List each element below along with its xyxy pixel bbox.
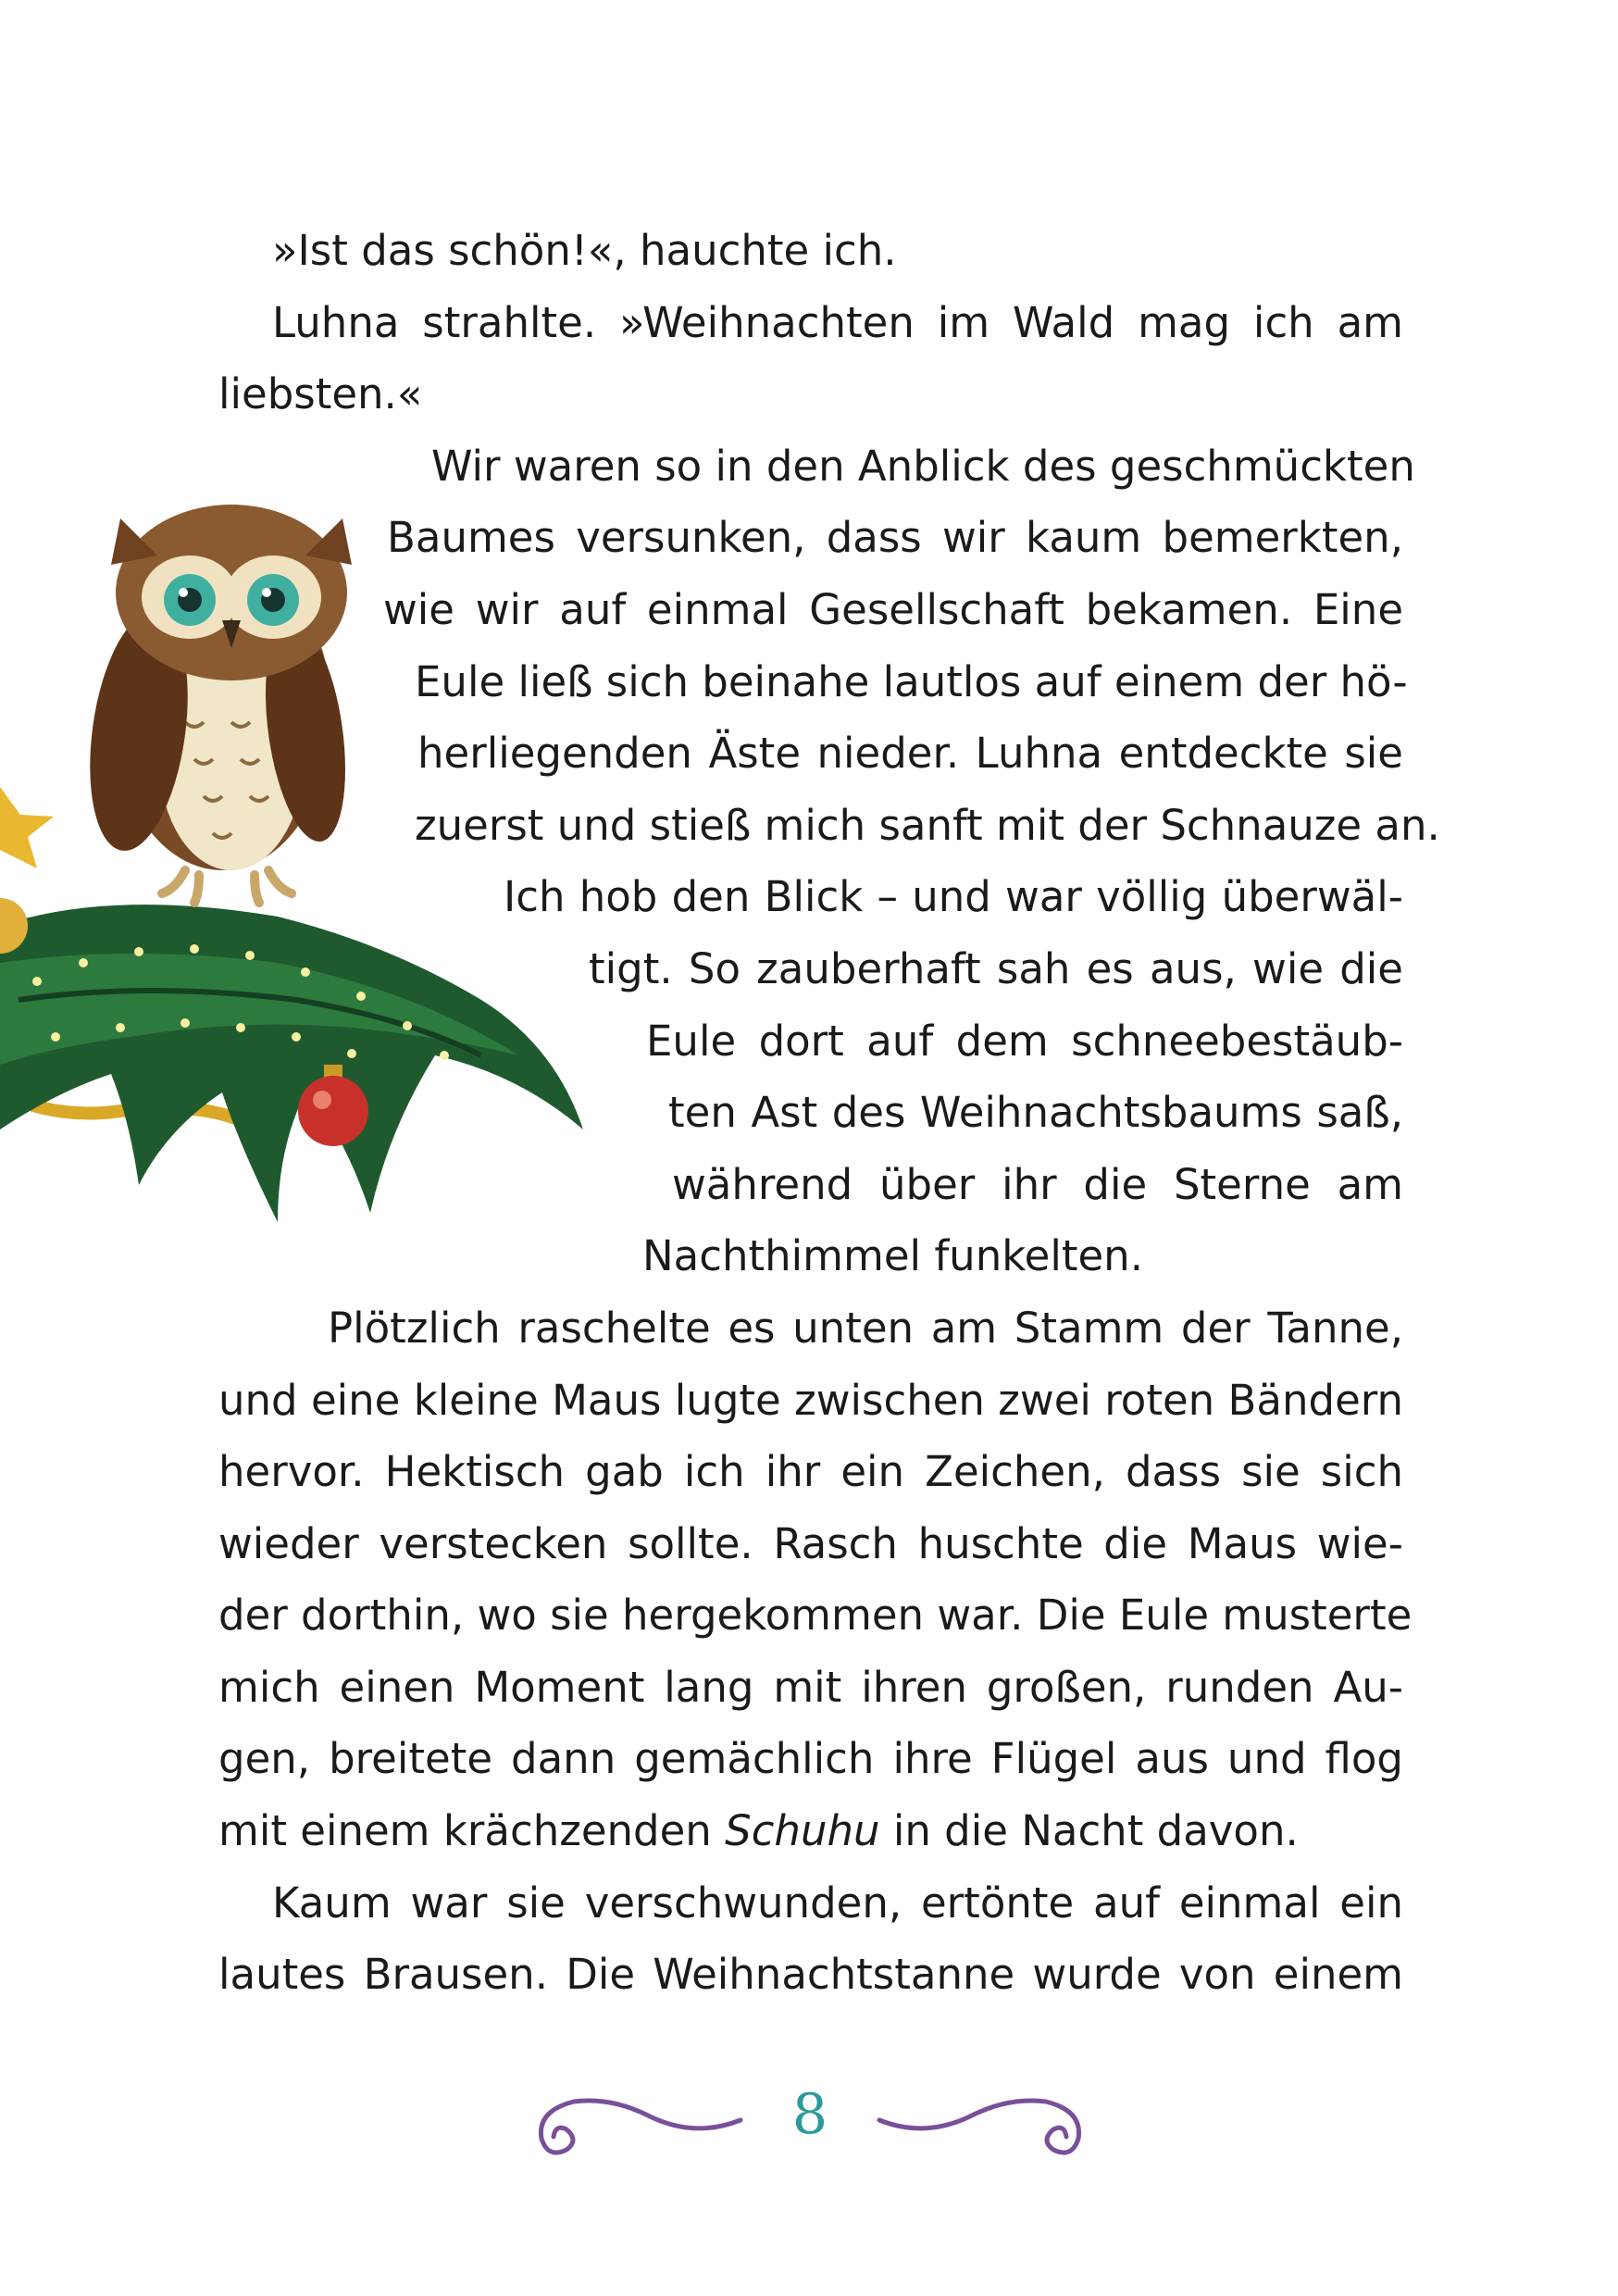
text-line: Baumes versunken, dass wir kaum bemerkten, [387, 513, 1403, 563]
text-line: und eine kleine Maus lugte zwischen zwei roten Bändern [218, 1375, 1403, 1425]
text-line-with-italic [218, 1795, 1403, 1867]
text-line: während über ihr die Sterne am [672, 1159, 1403, 1209]
text-line: wie wir auf einmal Gesellschaft bekamen. Eine [383, 584, 1403, 634]
text-line: Luhna strahlte. »Weihnachten im Wald mag ich am [272, 297, 1403, 347]
text-line: Eule dort auf dem schneebestäub- [646, 1016, 1403, 1066]
text-line: tigt. So zauberhaft sah es aus, wie die [589, 943, 1403, 993]
text-line: ten Ast des Weihnachtsbaums saß, [668, 1088, 1403, 1138]
text-line: liebsten.« [218, 369, 423, 419]
left-swirl [541, 2101, 741, 2152]
text-line: Kaum war sie verschwunden, ertönte auf einmal ein [272, 1878, 1403, 1928]
page-number: 8 [791, 2082, 828, 2147]
text-line: Eule ließ sich beinahe lautlos auf einem der hö- [415, 656, 1408, 706]
text-line: mich einen Moment lang mit ihren großen, runden Au- [218, 1662, 1403, 1712]
text-line: herliegenden Äste nieder. Luhna entdeckte sie [417, 729, 1403, 779]
text-line: zuerst und stieß mich sanft mit der Schnauze an. [415, 800, 1440, 850]
text-line: Wir waren so in den Anblick des geschmückten [431, 441, 1415, 491]
page-footer [518, 2074, 1101, 2166]
text-line: hervor. Hektisch gab ich ihr ein Zeichen, dass sie sich [218, 1447, 1403, 1497]
text-line: »Ist das schön!«, hauchte ich. [272, 226, 897, 275]
story-text [218, 215, 1440, 2011]
text-line: Nachthimmel funkelten. [642, 1231, 1144, 1281]
gold-star [0, 787, 54, 868]
text-span: in die Nacht davon. [879, 1806, 1299, 1856]
text-line: lautes Brausen. Die Weihnachtstanne wurde von einem [218, 1950, 1403, 2000]
text-line: gen, breitete dann gemächlich ihre Flügel aus und flog [218, 1734, 1403, 1784]
text-line: Ich hob den Blick – und war völlig überwäl- [504, 872, 1403, 922]
text-line: der dorthin, wo sie hergekommen war. Die Eule musterte [218, 1591, 1413, 1641]
right-swirl [879, 2101, 1079, 2152]
text-span: mit einem krächzenden [218, 1806, 726, 1856]
text-line: wieder verstecken sollte. Rasch huschte die Maus wie- [218, 1518, 1403, 1568]
italic-word: Schuhu [725, 1806, 880, 1856]
text-line: Plötzlich raschelte es unten am Stamm der Tanne, [328, 1303, 1403, 1353]
